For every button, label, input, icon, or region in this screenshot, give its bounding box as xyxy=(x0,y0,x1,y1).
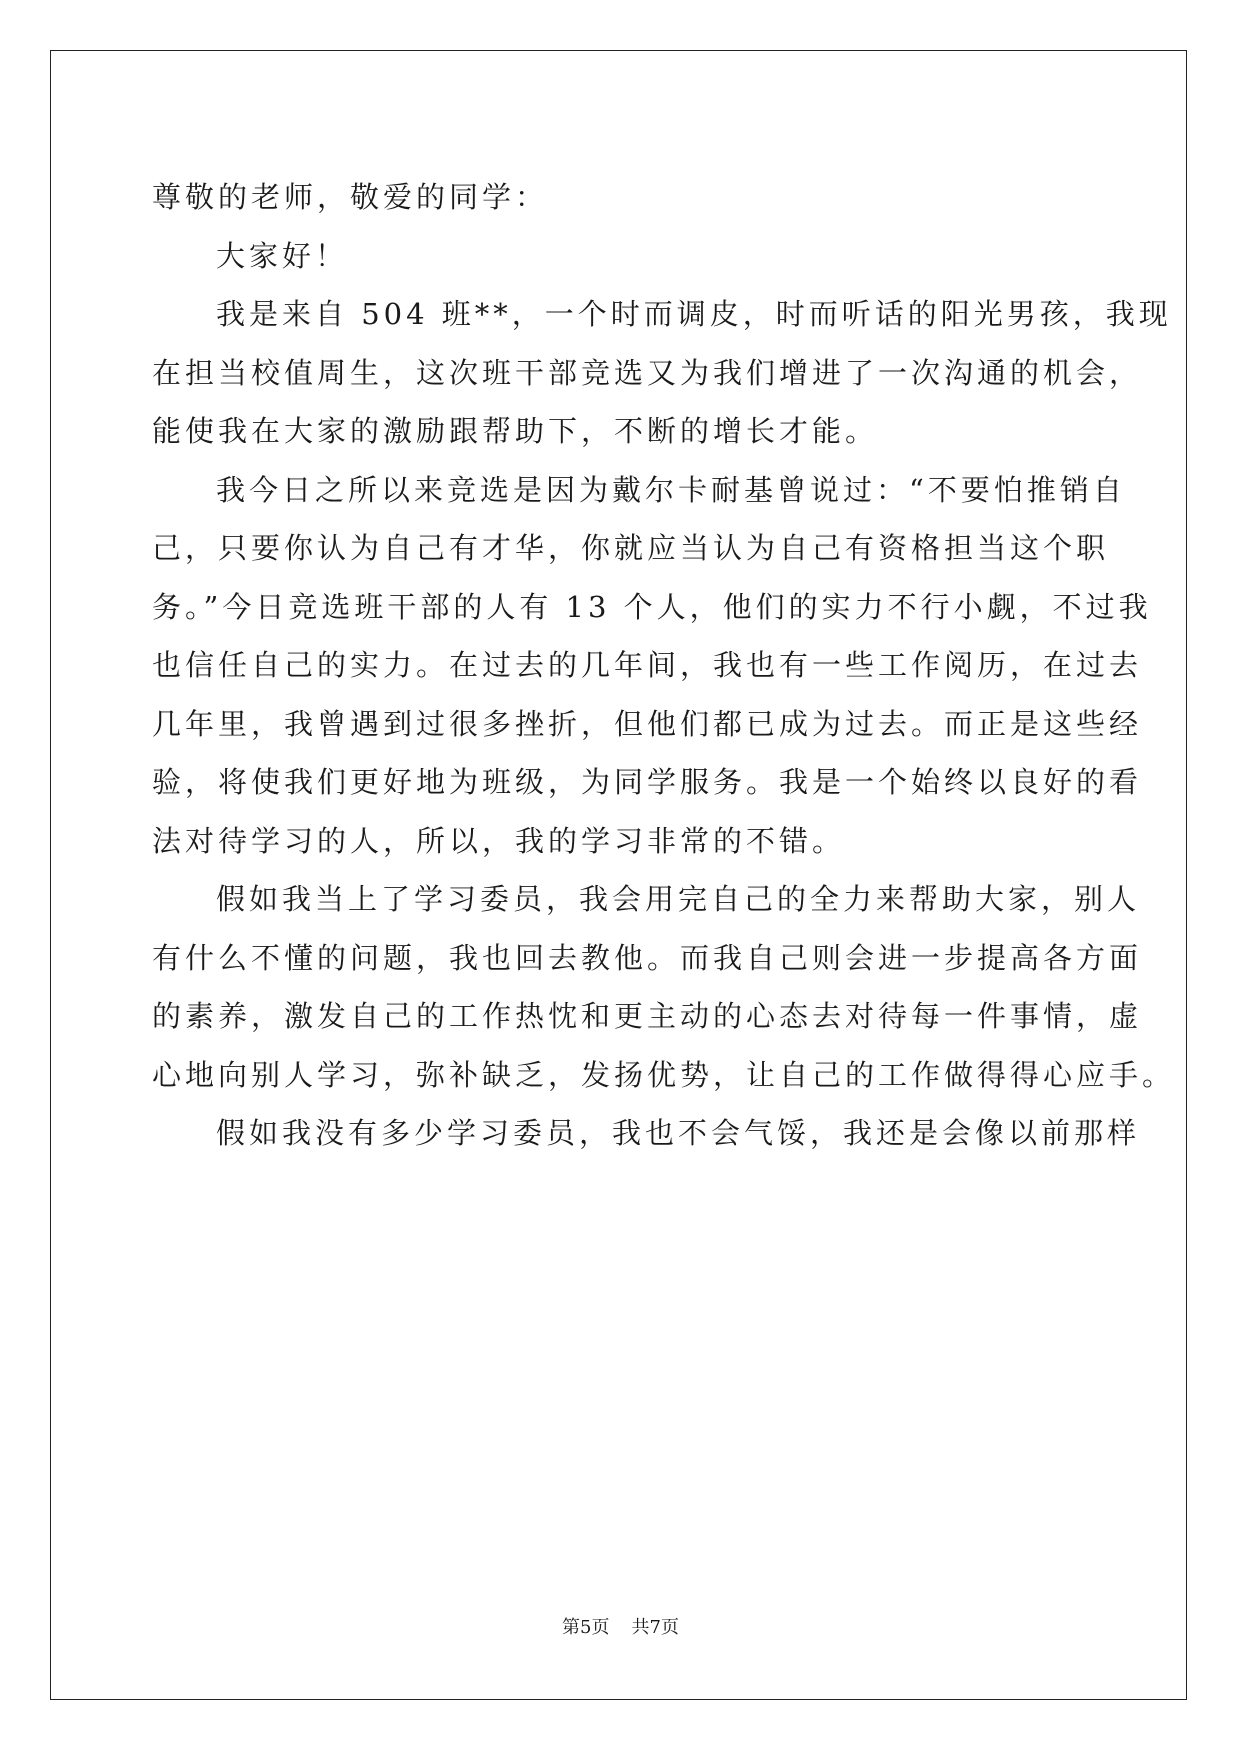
paragraph-line: 心地向别人学习，弥补缺乏，发扬优势，让自己的工作做得得心应手。 xyxy=(152,1057,1176,1092)
page-footer xyxy=(0,1616,1241,1640)
paragraph-line: 假如我没有多少学习委员，我也不会气馁，我还是会像以前那样 xyxy=(216,1116,1141,1150)
paragraph-line: 己，只要你认为自己有才华，你就应当认为自己有资格担当这个职 xyxy=(152,531,1110,565)
paragraph-line: 有什么不懂的问题，我也回去教他。而我自己则会进一步提高各方面 xyxy=(152,940,1143,975)
paragraph-line: 我是来自 504 班**，一个时而调皮，时而听话的阳光男孩，我现 xyxy=(216,297,1172,331)
salutation-line: 尊敬的老师，敬爱的同学： xyxy=(152,180,549,214)
paragraph-line: 我今日之所以来竞选是因为戴尔卡耐基曾说过：“不要怕推销自 xyxy=(216,472,1126,507)
paragraph-line: 几年里，我曾遇到过很多挫折，但他们都已成为过去。而正是这些经 xyxy=(152,706,1143,741)
paragraph-line: 务。”今日竞选班干部的人有 13 个人，他们的实力不行小觑，不过我 xyxy=(152,589,1152,624)
greeting-line: 大家好！ xyxy=(216,238,349,273)
document-body xyxy=(152,168,1176,1163)
paragraph-line: 的素养，激发自己的工作热忱和更主动的心态去对待每一件事情，虚 xyxy=(152,999,1143,1033)
paragraph-line: 验，将使我们更好地为班级，为同学服务。我是一个始终以良好的看 xyxy=(152,765,1143,799)
paragraph-line: 假如我当上了学习委员，我会用完自己的全力来帮助大家，别人 xyxy=(216,882,1141,916)
page-number: 第5页 xyxy=(562,1617,610,1638)
paragraph-line: 能使我在大家的激励跟帮助下，不断的增长才能。 xyxy=(152,414,879,448)
page-total: 共7页 xyxy=(631,1617,679,1638)
paragraph-line: 也信任自己的实力。在过去的几年间，我也有一些工作阅历，在过去 xyxy=(152,648,1143,682)
paragraph-line: 在担当校值周生，这次班干部竞选又为我们增进了一次沟通的机会， xyxy=(152,355,1143,390)
paragraph-line: 法对待学习的人，所以，我的学习非常的不错。 xyxy=(152,823,846,858)
